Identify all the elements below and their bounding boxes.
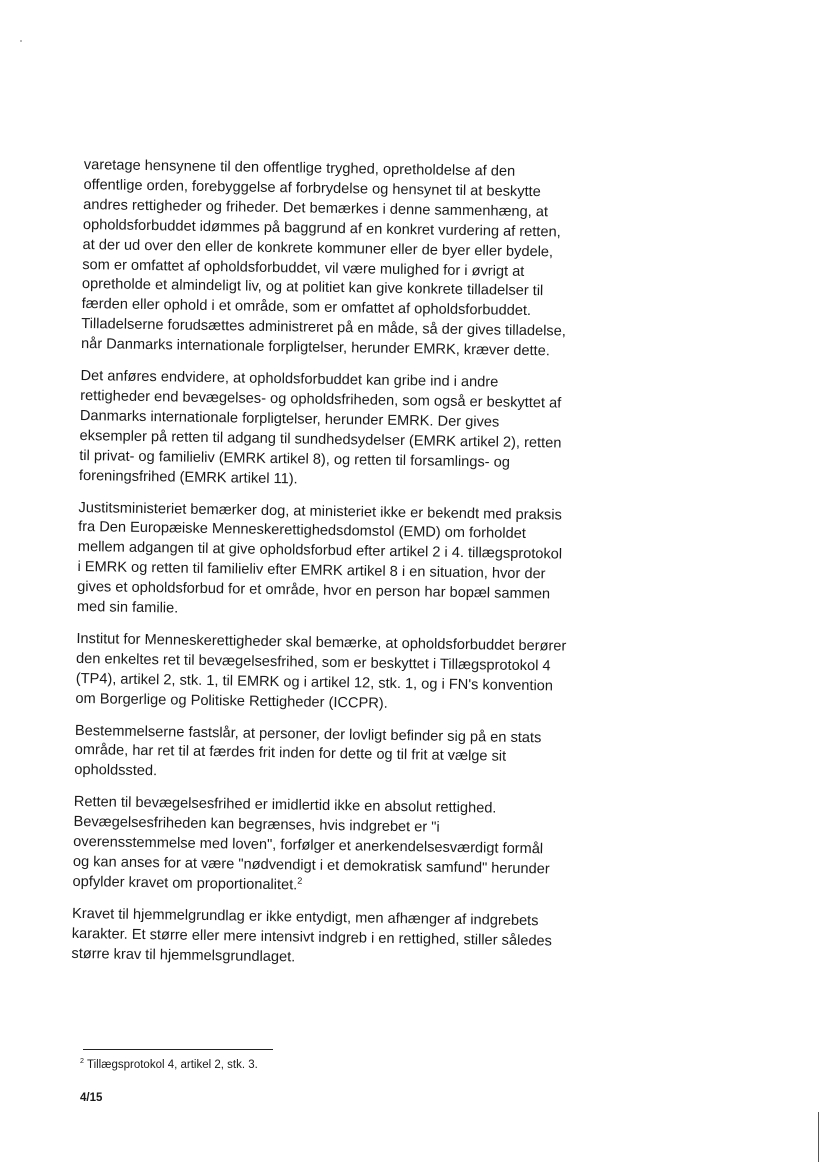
- paragraph-4: Institut for Menneskerettigheder skal bemærke, at opholdsforbuddet berører den enkeltes ret til bevægelsesfrihed, som er beskyttet i Tillægsprotokol 4 (TP4), artikel 2, stk. 1, til EMRK og i artikel 12, stk. 1, og i FN's konvention om Borgerlige og Politiske Rettigheder (ICCPR).: [75, 630, 567, 712]
- paragraph-6: [72, 793, 564, 900]
- paragraph-2: Det anføres endvidere, at opholdsforbuddet kan gribe ind i andre rettigheder end bevægelses- og opholdsfriheden, som også er beskyttet af Danmarks internationale forpligtelser, herunder EMRK. Der gives eksempler på retten til adgang til sundhedsydelser (EMRK artikel 2), retten til privat- og familieliv (EMRK artikel 8), og retten til forsamlings- og foreningsfrihed (EMRK artikel 11).: [78, 368, 562, 487]
- footnote-text: Tillægsprotokol 4, artikel 2, stk. 3.: [86, 1059, 258, 1071]
- paragraph-6-text: Retten til bevægelsesfrihed er imidlertid ikke en absolut rettighed. Bevægelsesfriheden kan begrænses, hvis indgrebet er "i overensstemmelse med loven", forfølger et anerkendelsesværdigt formål og kan anses for at være "nødvendigt i et demokratisk samfund" herunder opfylder kravet om proportionalitet.: [72, 794, 550, 894]
- paragraph-1: varetage hensynene til den offentlige tryghed, opretholdelse af den offentlige orden, forebyggelse af forbrydelse og hensynet til at beskytte andres rettigheder og friheder. Det bemærkes i denne sammenhæng, at opholdsforbuddet idømmes på baggrund af en konkret vurdering af retten, at der ud over den eller de konkrete kommuner eller de byer eller bydele, som er omfattet af opholdsforbuddet, vil være mulighed for i øvrigt at opretholde et almindeligt liv, og at politiet kan give konkrete tilladelser til færden eller ophold i et område, som er omfattet af opholdsforbuddet. Tilladelserne forudsættes administreret på en måde, så der gives tilladelse, når Danmarks internationale forpligtelser, herunder EMRK, kræver dette.: [80, 156, 566, 360]
- document-body: [71, 156, 574, 984]
- scan-edge-line: [818, 1112, 819, 1162]
- footnote-divider: [83, 1049, 273, 1050]
- footnote: [80, 1058, 258, 1072]
- paragraph-5: Bestemmelserne fastslår, at personer, der lovligt befinder sig på en stats område, har ret til at færdes frit inden for dette og til frit at vælge sit opholdssted.: [74, 722, 542, 780]
- paragraph-3: Justitsministeriet bemærker dog, at ministeriet ikke er bekendt med praksis fra Den Europæiske Menneskerettighedsdomstol (EMD) om forholdet mellem adgangen til at give opholdsforbud efter artikel 2 i 4. tillægsprotokol i EMRK og retten til familieliv efter EMRK artikel 8 i en situation, hvor der gives et opholdsforbud for et område, hvor en person har bopæl sammen med sin familie.: [76, 499, 563, 617]
- footnote-reference: 2: [297, 875, 303, 886]
- page-number: 4/15: [80, 1092, 103, 1104]
- paragraph-7: Kravet til hjemmelgrundlag er ikke entydigt, men afhænger af indgrebets karakter. Et større eller mere intensivt indgreb i en rettighed, stiller således større krav til hjemmelsgrundlaget.: [71, 905, 553, 966]
- footnote-marker: 2: [80, 1057, 84, 1066]
- scan-speck: [20, 40, 22, 42]
